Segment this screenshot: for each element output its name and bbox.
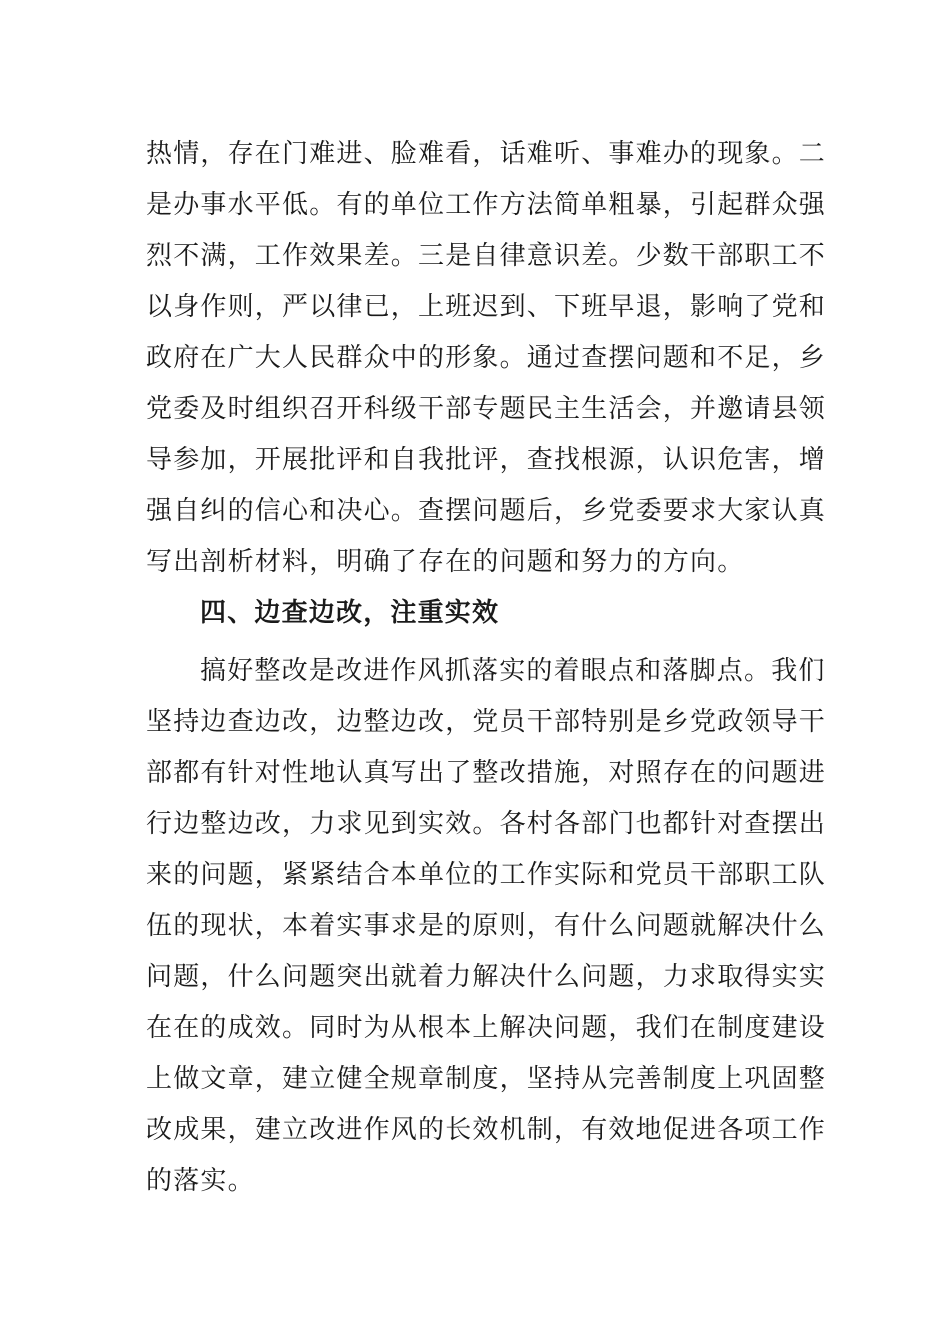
paragraph-line: 问题，什么问题突出就着力解决什么问题，力求取得实实 bbox=[146, 962, 827, 992]
paragraph-line: 党委及时组织召开科级干部专题民主生活会，并邀请县领 bbox=[146, 394, 827, 424]
section-heading-block bbox=[146, 588, 786, 639]
paragraph-line: 的落实。 bbox=[146, 1166, 255, 1196]
paragraph-continuation bbox=[146, 129, 827, 588]
paragraph-line: 在在的成效。同时为从根本上解决问题，我们在制度建设 bbox=[146, 1013, 827, 1043]
paragraph-line: 改成果，建立改进作风的长效机制，有效地促进各项工作 bbox=[146, 1115, 827, 1145]
paragraph-line: 部都有针对性地认真写出了整改措施，对照存在的问题进 bbox=[146, 758, 827, 788]
section-heading: 四、边查边改，注重实效 bbox=[200, 598, 500, 628]
paragraph-line: 政府在广大人民群众中的形象。通过查摆问题和不足，乡 bbox=[146, 343, 827, 373]
paragraph-line: 上做文章，建立健全规章制度，坚持从完善制度上巩固整 bbox=[146, 1064, 827, 1094]
paragraph-line: 坚持边查边改，边整边改，党员干部特别是乡党政领导干 bbox=[146, 707, 827, 737]
paragraph-line: 伍的现状，本着实事求是的原则，有什么问题就解决什么 bbox=[146, 911, 827, 941]
paragraph-line: 热情，存在门难进、脸难看，话难听、事难办的现象。二 bbox=[146, 139, 827, 169]
paragraph-line: 烈不满，工作效果差。三是自律意识差。少数干部职工不 bbox=[146, 241, 827, 271]
paragraph-line: 导参加，开展批评和自我批评，查找根源，认识危害，增 bbox=[146, 445, 827, 475]
paragraph-line: 是办事水平低。有的单位工作方法简单粗暴，引起群众强 bbox=[146, 190, 827, 220]
paragraph-line: 以身作则，严以律已，上班迟到、下班早退，影响了党和 bbox=[146, 292, 827, 322]
paragraph-line: 行边整边改，力求见到实效。各村各部门也都针对查摆出 bbox=[146, 809, 827, 839]
paragraph-line: 搞好整改是改进作风抓落实的着眼点和落脚点。我们 bbox=[200, 656, 826, 686]
paragraph-line: 来的问题，紧紧结合本单位的工作实际和党员干部职工队 bbox=[146, 860, 827, 890]
paragraph-line: 强自纠的信心和决心。查摆问题后，乡党委要求大家认真 bbox=[146, 496, 827, 526]
paragraph-line: 写出剖析材料，明确了存在的问题和努力的方向。 bbox=[146, 547, 745, 577]
paragraph-rectification bbox=[146, 646, 827, 1207]
